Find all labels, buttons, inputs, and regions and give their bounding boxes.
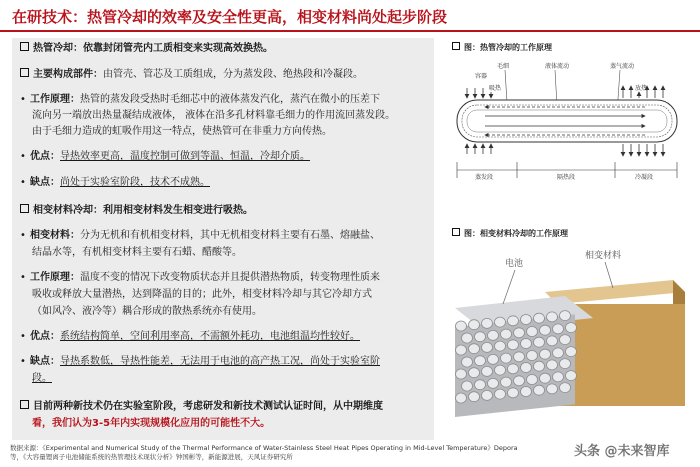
battery-cell [521,315,532,325]
left-text-panel [12,38,434,440]
fig2-title: 图：相变材料冷却的工作原理 [452,228,568,239]
pcm-pros: • 优点：系统结构简单，空间利用率高，不需额外耗功，电池组温均性较好。 [20,331,360,342]
battery-cell [521,387,532,397]
pcm-principle-2: 吸收或释放大量潜热，达到降温的目的；此外，相变材料冷却与其它冷却方式 [32,289,372,300]
battery-cell [521,339,532,349]
battery-cell [475,332,486,342]
battery-cell [514,376,525,386]
battery-cell [566,347,577,357]
battery-cell [534,313,545,323]
label-shell: 容器 [475,73,488,80]
battery-cell [553,372,564,382]
battery-leader [503,270,515,304]
battery-cell [508,388,519,398]
bullet-icon: • [20,356,26,367]
label-liquid: 液体流动 [545,63,570,70]
battery-cell [521,363,532,373]
heatpipe-pros: • 优点：导热效率更高，温度控制可做到等温、恒温，冷却介质。 [20,151,310,162]
battery-cell [540,349,551,359]
battery-cell [566,323,577,333]
battery-cell [547,336,558,346]
heatpipe-cons: • 缺点：尚处于实验室阶段，技术不成熟。 [20,177,210,188]
battery-cell [482,342,493,352]
battery-cell [540,325,551,335]
battery-cell [553,324,564,334]
battery-cell [534,385,545,395]
bullet-icon: • [20,151,26,162]
label-vapor: 蒸气流动 [610,63,635,70]
bullet-icon: • [20,331,26,342]
battery-cell [456,393,467,403]
battery-cell [456,369,467,379]
battery-cell [560,359,571,369]
heatpipe-heading: 热管冷却：依靠封闭管壳内工质相变来实现高效换热。 [20,42,273,56]
battery-cell [495,389,506,399]
battery-cell [547,360,558,370]
conclusion-line-1: 目前两种新技术仍在实验室阶段，考虑研发和新技术测试认证时间，从中期维度 [20,400,383,414]
source-note: 数据来源：《Experimental and Numerical Study of the Thermal Performance of Water-Stainless Steel Heat Pipes Operating in Mid-Level Temperature》Depora等，《大容量锂离子电池储能系统的热管理技术现状分析》钟国彬等，新能源进展，天风证券研究所 [10,444,518,461]
battery-cell [456,321,467,331]
heat-pipe-diagram [445,58,690,188]
pcm-heading: 相变材料冷却：利用相变材料发生相变进行吸热。 [20,204,253,218]
pcm-material-1: • 相变材料：分为无机和有机相变材料，其中无机相变材料主要有石墨、熔融盐、 [20,230,380,241]
checkbox-icon [20,204,29,213]
battery-cell [553,348,564,358]
pcm-material-2: 结晶水等，有机相变材料主要有石蜡、醋酸等。 [32,247,242,258]
battery-cell [508,316,519,326]
battery-cell [501,353,512,363]
battery-cell [462,357,473,367]
battery-cell [469,392,480,402]
battery-cell [488,378,499,388]
battery-cell [560,335,571,345]
fig1-title: 图：热管冷却的工作原理 [452,42,552,53]
label-pcm: 相变材料 [585,251,622,261]
wick-leader [505,70,507,102]
label-battery: 电池 [505,259,524,269]
battery-cell [560,311,571,321]
battery-cell [527,375,538,385]
battery-array [455,296,593,417]
battery-cell [514,352,525,362]
vapor-core [467,110,667,132]
battery-cell [508,364,519,374]
battery-cell [540,373,551,383]
checkbox-icon [452,228,460,236]
label-heat-out: 放热 [635,85,648,92]
battery-cell [462,381,473,391]
label-heat-in: 吸热 [489,85,502,92]
battery-cell [482,366,493,376]
battery-cell [547,312,558,322]
checkbox-icon [20,400,29,409]
battery-cell [495,317,506,327]
label-adiabatic: 隔热段 [557,174,576,181]
battery-cell [501,329,512,339]
page-title: 在研技术：热管冷却的效率及安全性更高，相变材料尚处起步阶段 [12,8,448,26]
battery-cell [534,337,545,347]
battery-cell [501,377,512,387]
battery-cell [456,345,467,355]
battery-cell [462,333,473,343]
watermark-logo: 头条 @未来智库 [574,444,670,459]
pcm-principle-3: （如风冷、液冷等）耦合形成的散热系统亦有使用。 [32,306,262,317]
checkbox-icon [20,42,29,51]
label-condenser: 冷凝段 [635,174,654,181]
battery-cell [495,365,506,375]
bullet-icon: • [20,230,26,241]
battery-cell [475,356,486,366]
battery-cell [560,383,571,393]
battery-cell [488,330,499,340]
battery-cell [475,380,486,390]
pcm-principle-1: • 工作原理：温度不变的情况下改变物质状态并且提供潜热物质，转变物理性质来 [20,272,380,283]
pcm-cons-1: • 缺点：导热系数低，导热性能差，无法用于电池的高产热工况，尚处于实验室阶 [20,356,380,367]
battery-cell [514,328,525,338]
battery-cell [482,390,493,400]
principle-line-3: 由于毛细力造成的虹吸作用这一特点，使热管可在非重力方向传热。 [32,126,332,137]
label-evaporator: 蒸发段 [475,174,494,181]
bullet-icon: • [20,177,26,188]
battery-cell [508,340,519,350]
principle-line-1: • 工作原理：热管的蒸发段受热时毛细芯中的液体蒸发汽化，蒸汽在微小的压差下 [20,94,380,105]
pcm-cons-2: 段。 [32,373,52,384]
pcm-leader [605,262,613,288]
battery-cell [469,320,480,330]
battery-cell [469,344,480,354]
checkbox-icon [20,68,29,77]
battery-cell [547,384,558,394]
battery-cell [469,368,480,378]
battery-cell [527,327,538,337]
battery-cell [527,351,538,361]
pcm-diagram [445,248,690,442]
battery-cell [534,361,545,371]
battery-cell [495,341,506,351]
battery-cell [566,371,577,381]
battery-cell [482,318,493,328]
checkbox-icon [452,42,460,50]
conclusion-line-2: 看，我们认为3-5年内实现规模化应用的可能性不大。 [32,418,271,429]
bullet-icon: • [20,94,26,105]
components-line: 主要构成部件：由管壳、管芯及工质组成，分为蒸发段、绝热段和冷凝段。 [20,68,363,82]
title-divider [0,30,700,32]
principle-line-2: 流向另一端放出热量凝结成液体， 液体在沿多孔材料靠毛细力的作用流回蒸发段。 [32,110,396,121]
battery-cell [488,354,499,364]
label-wick: 毛细 [497,63,510,70]
bullet-icon: • [20,272,26,283]
